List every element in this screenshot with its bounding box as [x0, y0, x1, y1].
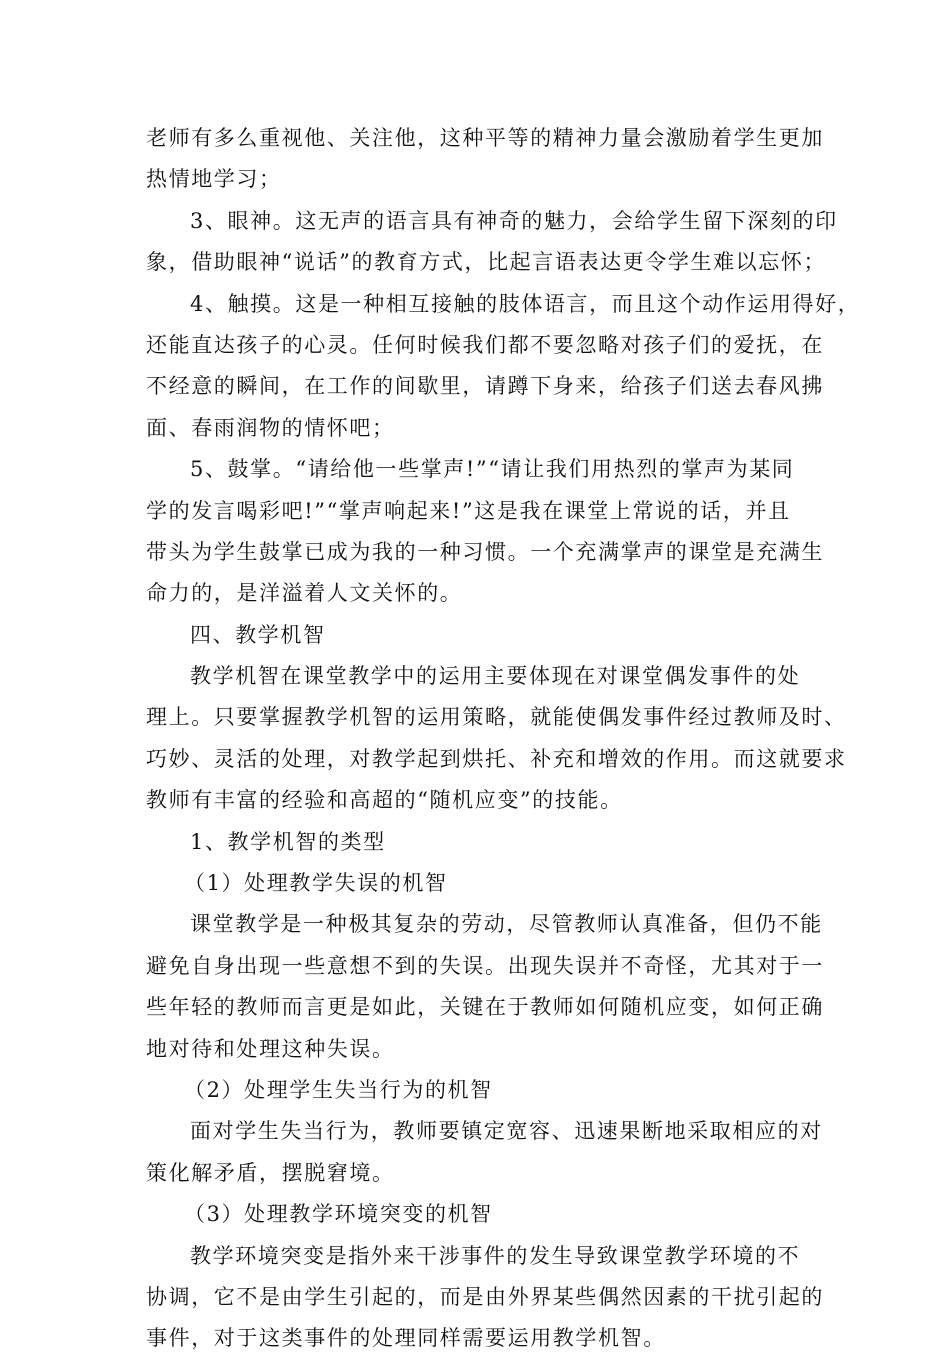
text-line: 理上。只要掌握教学机智的运用策略，就能使偶发事件经过教师及时、 [146, 705, 847, 730]
text-line: 巧妙、灵活的处理，对教学起到烘托、补充和增效的作用。而这就要求 [146, 746, 847, 771]
text-line: 还能直达孩子的心灵。任何时候我们都不要忽略对孩子们的爱抚，在 [146, 332, 824, 357]
text-line: 课堂教学是一种极其复杂的劳动，尽管教师认真准备，但仍不能 [190, 912, 823, 937]
text-line: 教学机智在课堂教学中的运用主要体现在对课堂偶发事件的处 [190, 664, 801, 689]
text-line: 3、眼神。这无声的语言具有神奇的魅力，会给学生留下深刻的印 [190, 208, 838, 233]
subsection-heading: 1、教学机智的类型 [190, 829, 386, 854]
subsection-heading: （3）处理教学环境突变的机智 [184, 1202, 493, 1227]
text-line: 避免自身出现一些意想不到的失误。出现失误并不奇怪，尤其对于一 [146, 953, 824, 978]
text-line: 老师有多么重视他、关注他，这种平等的精神力量会激励着学生更加 [146, 126, 824, 150]
text-line: 些年轻的教师而言更是如此，关键在于教师如何随机应变，如何正确 [146, 995, 824, 1020]
text-line: 不经意的瞬间，在工作的间歇里，请蹲下身来，给孩子们送去春风拂 [146, 374, 824, 399]
text-line: 教师有丰富的经验和高超的“随机应变”的技能。 [146, 788, 623, 813]
text-line: 学的发言喝彩吧!”“掌声响起来!”这是我在课堂上常说的话，并且 [146, 498, 791, 523]
text-line: 热情地学习； [146, 167, 282, 192]
text-line: 面对学生失当行为，教师要镇定宽容、迅速果断地采取相应的对 [190, 1119, 823, 1144]
text-line: 4、触摸。这是一种相互接触的肢体语言，而且这个动作运用得好， [190, 291, 861, 316]
text-line: 教学环境突变是指外来干涉事件的发生导致课堂教学环境的不 [190, 1243, 801, 1268]
text-line: 5、鼓掌。“请给他一些掌声!”“请让我们用热烈的掌声为某同 [190, 457, 795, 482]
text-line: 命力的，是洋溢着人文关怀的。 [146, 581, 463, 606]
text-line: 协调，它不是由学生引起的，而是由外界某些偶然因素的干扰引起的 [146, 1284, 824, 1309]
subsection-heading: （1）处理教学失误的机智 [184, 871, 448, 896]
subsection-heading: （2）处理学生失当行为的机智 [184, 1077, 493, 1102]
text-line: 事件，对于这类事件的处理同样需要运用教学机智。 [146, 1326, 666, 1351]
text-line: 带头为学生鼓掌已成为我的一种习惯。一个充满掌声的课堂是充满生 [146, 539, 824, 564]
text-line: 象，借助眼神“说话”的教育方式，比起言语表达更令学生难以忘怀； [146, 250, 827, 275]
body-text [146, 118, 861, 1360]
text-line: 地对待和处理这种失误。 [146, 1036, 395, 1061]
text-line: 面、春雨润物的情怀吧； [146, 415, 395, 440]
section-heading: 四、教学机智 [190, 622, 326, 647]
text-line: 策化解矛盾，摆脱窘境。 [146, 1160, 395, 1185]
